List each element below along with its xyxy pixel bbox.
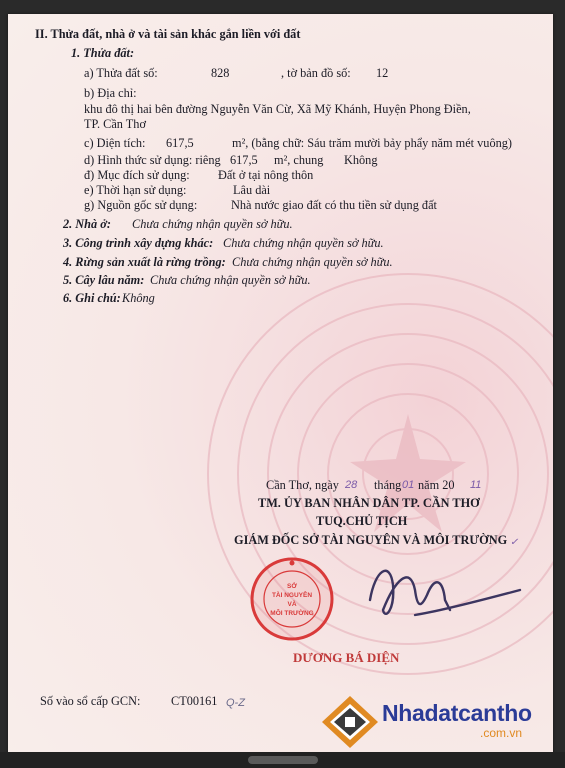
- seal-text-2: TÀI NGUYÊN: [271, 592, 313, 599]
- item4-title: 4. Rừng sản xuất là rừng trồng:: [63, 255, 226, 269]
- usage-private-value: 617,5: [230, 153, 258, 167]
- area-value: 617,5: [166, 136, 194, 150]
- signing-place: Cần Thơ, ngày: [266, 478, 339, 492]
- seal-text-1: SỞ: [287, 583, 297, 590]
- usage-form-label: d) Hình thức sử dụng: riêng: [84, 153, 221, 167]
- item1-title: 1. Thửa đất:: [71, 46, 135, 60]
- address-label: b) Địa chỉ:: [84, 86, 137, 100]
- item3-value: Chưa chứng nhận quyền sở hữu.: [223, 236, 384, 250]
- map-sheet-label: , tờ bản đồ số:: [281, 66, 351, 80]
- item5-title: 5. Cây lâu năm:: [63, 273, 145, 287]
- term-label: e) Thời hạn sử dụng:: [84, 183, 187, 197]
- term-value: Lâu dài: [233, 183, 271, 197]
- official-red-seal: [248, 555, 336, 643]
- map-sheet-value: 12: [376, 66, 389, 80]
- parcel-number-value: 828: [211, 66, 230, 80]
- handwritten-signature: [355, 540, 525, 635]
- director-title: GIÁM ĐỐC SỞ TÀI NGUYÊN VÀ MÔI TRƯỜNG: [234, 533, 508, 547]
- brand-name: Nhadatcantho: [382, 700, 532, 726]
- address-line-1: khu đô thị hai bên đường Nguyễn Văn Cừ, Xã Mỹ Khánh, Huyện Phong Điền,: [84, 102, 471, 116]
- viewer-bottom-bar: [0, 752, 565, 768]
- handwritten-mark: ✓: [510, 537, 519, 548]
- purpose-value: Đất ở tại nông thôn: [218, 168, 314, 182]
- area-label: c) Diện tích:: [84, 136, 146, 150]
- signer-name: DƯƠNG BÁ DIỆN: [293, 650, 400, 665]
- registry-handwritten: Q-Z: [226, 697, 245, 709]
- origin-value: Nhà nước giao đất có thu tiền sử dụng đất: [231, 198, 437, 212]
- usage-common-value: Không: [344, 153, 378, 167]
- item6-value: Không: [122, 291, 155, 305]
- registry-label: Số vào sổ cấp GCN:: [40, 694, 141, 708]
- signing-year-label: năm 20: [418, 478, 455, 492]
- item4-value: Chưa chứng nhận quyền sở hữu.: [232, 255, 393, 269]
- signing-day: 28: [345, 479, 358, 491]
- seal-text-3: VÀ: [287, 601, 297, 608]
- item3-title: 3. Công trình xây dựng khác:: [63, 236, 214, 250]
- signing-year: 11: [470, 479, 482, 491]
- origin-label: g) Nguồn gốc sử dụng:: [84, 198, 198, 212]
- parcel-number-label: a) Thửa đất số:: [84, 66, 158, 80]
- address-line-2: TP. Cần Thơ: [84, 117, 146, 131]
- item6-title: 6. Ghi chú:: [63, 291, 121, 305]
- section-heading: II. Thửa đất, nhà ở và tài sản khác gắn liền với đất: [35, 27, 301, 41]
- committee-line: TM. ỦY BAN NHÂN DÂN TP. CẦN THƠ: [258, 496, 480, 510]
- item2-title: 2. Nhà ở:: [63, 217, 111, 231]
- item2-value: Chưa chứng nhận quyền sở hữu.: [132, 217, 293, 231]
- registry-number: CT00161: [171, 694, 218, 708]
- signing-month-label: tháng: [374, 478, 402, 492]
- purpose-label: đ) Mục đích sử dụng:: [84, 168, 190, 182]
- scroll-indicator[interactable]: [248, 756, 318, 764]
- item5-value: Chưa chứng nhận quyền sở hữu.: [150, 273, 311, 287]
- authorization-line: TUQ.CHỦ TỊCH: [316, 514, 408, 528]
- signing-month: 01: [402, 479, 415, 491]
- seal-text-4: MÔI TRƯỜNG: [270, 610, 314, 617]
- usage-common-label: m², chung: [274, 153, 324, 167]
- brand-domain: .com.vn: [480, 726, 523, 740]
- area-in-words: m², (bằng chữ: Sáu trăm mười bảy phẩy năm mét vuông): [232, 136, 512, 150]
